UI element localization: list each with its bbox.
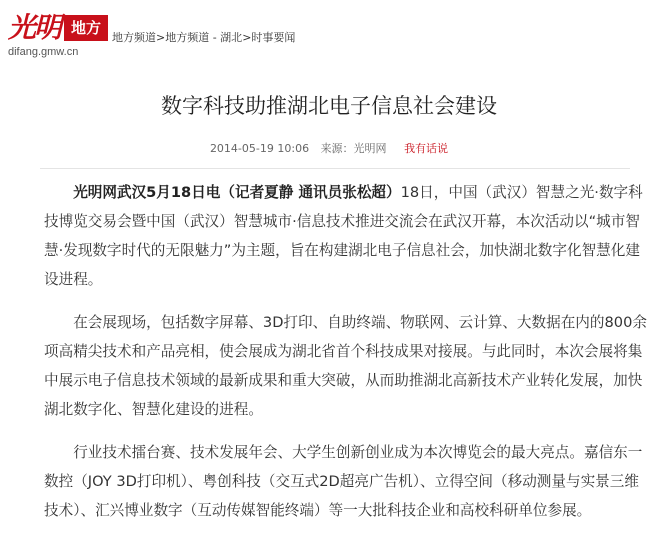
breadcrumb-separator: >	[156, 31, 166, 44]
logo-domain: difang.gmw.cn	[8, 46, 79, 58]
breadcrumb	[112, 29, 295, 45]
breadcrumb-separator: >	[242, 31, 252, 44]
article-datetime: 2014-05-19 10:06	[209, 142, 310, 155]
article-title: 数字科技助推湖北电子信息社会建设	[161, 94, 497, 118]
article-meta	[0, 140, 658, 156]
logo-box: 地方	[64, 15, 108, 41]
article-paragraph: 行业技术擂台赛、技术发展年会、大学生创新创业成为本次博览会的最大亮点。嘉信东一数控（JOY 3D打印机）、粤创科技（交互式2D超亮广告机）、立得空间（移动测量与实景三维技术）、汇兴博业数字（互动传媒智能终端）等一大批科技企业和高校科研单位参展。	[44, 444, 643, 519]
article-lead: 光明网武汉5月18日电（记者夏静 通讯员张松超）	[73, 184, 401, 201]
article-paragraph	[44, 178, 652, 294]
article-paragraph: 在会展现场，包括数字屏幕、3D打印、自助终端、物联网、云计算、大数据在内的800余项高精尖技术和产品亮相，使会展成为湖北省首个科技成果对接展。与此同时，本次会展将集中展示电子信息技术领域的最新成果和重大突破，从而助推湖北高新技术产业转化发展，加快湖北数字化、智慧化建设的进程。	[44, 314, 647, 418]
breadcrumb-item-hubei[interactable]: 地方频道 - 湖北	[165, 31, 243, 44]
divider	[40, 168, 630, 169]
article-body	[44, 178, 652, 539]
comment-link[interactable]: 我有话说	[404, 142, 449, 155]
breadcrumb-item-local[interactable]: 地方频道	[112, 31, 156, 44]
logo-script: 光明	[8, 11, 61, 44]
article-paragraph-text: 18日，中国（武汉）智慧之光·数字科技博览交易会暨中国（武汉）智慧城市·信息技术推进交流会在武汉开幕，本次活动以“城市智慧·发现数字时代的无限魅力”为主题，旨在构建湖北电子信息社会，加快湖北数字化智慧化建设进程。	[44, 184, 643, 288]
article-source: 来源：光明网	[320, 142, 387, 155]
breadcrumb-item-news[interactable]: 时事要闻	[251, 31, 296, 44]
site-logo[interactable]	[6, 12, 106, 60]
site-header	[0, 0, 658, 66]
